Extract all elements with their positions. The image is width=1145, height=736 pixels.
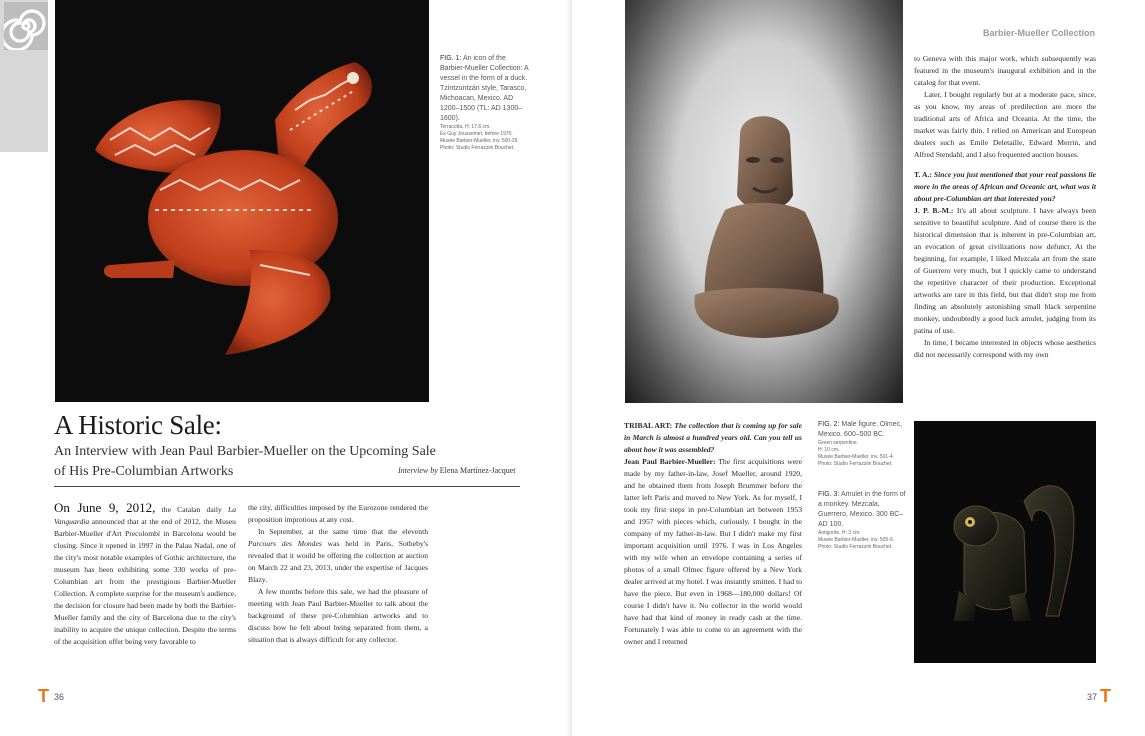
intro-lead: On June 9, 2012, [54, 500, 156, 515]
page-number-left: 36 [54, 692, 65, 702]
article-title: A Historic Sale: [54, 410, 222, 440]
q1-text: The collection that is coming up for sale in March is almost a hundred years old. Can you tell us about how it was assembled? [624, 421, 802, 454]
byline [398, 466, 516, 475]
col4-paragraph-2: Later, I bought regularly but at a moderate pace, since, as you know, my areas of predilection are more the traditional arts of Africa and Oceania. At the time, the market was fairly thin. I relied on American and European dealers such as Emile Deletaille, Edward Merrin, and Alfred Stendahl, and I also frequented auction houses. [914, 90, 1096, 159]
fig2-meta-1: Green serpentine. [818, 440, 859, 446]
col2-p2-b: was held in Paris, Sotheby's revealed that it would be offering the collection at auction on March 22 and 23, 2013, under the expertise of Jacques Blazy. [248, 539, 428, 584]
article-column-3 [624, 420, 802, 648]
byline-label: Interview by [398, 466, 438, 475]
figure-2-olmec-figure-photo [625, 0, 903, 403]
spiral-logo-icon [4, 2, 48, 50]
fig1-meta-4: Photo: Studio Ferrazzini Bouchet. [440, 145, 515, 151]
fig1-desc: An icon of the Barbier-Mueller Collection: A vessel in the form of a duck. Tzintzuntzán style, Tarasco, Michoacan, Mexico. AD 1200–1500 (TL: AD 1300–1600). [440, 55, 529, 122]
figure-1-caption [440, 54, 530, 152]
q2-label: T. A.: [914, 170, 932, 179]
fig3-label: FIG. 3: [818, 491, 840, 498]
fig3-meta-2: Musée Barbier-Mueller, inv. 505-9. [818, 537, 895, 543]
col2-p2-event: Parcours des Mondes [248, 539, 322, 548]
q1-label: TRIBAL ART: [624, 421, 673, 430]
intro-paragraph [54, 502, 236, 648]
footer-logo-left: T [38, 686, 49, 706]
byline-author: Elena Martínez-Jacquet [439, 466, 516, 475]
article-column-4 [914, 53, 1096, 361]
col3-answer-1 [624, 456, 802, 648]
fig1-meta-2: Ex Guy Joussemet, before 1970. [440, 131, 513, 137]
col4-question-2 [914, 169, 1096, 205]
article-column-1 [54, 502, 236, 648]
figure-3-caption [818, 490, 908, 551]
fig2-meta-3: Musée Barbier-Mueller, inv. 501-4. [818, 454, 895, 460]
footer-logo-right: T [1100, 686, 1111, 706]
fig3-meta-3: Photo: Studio Ferrazzini Bouchet. [818, 544, 893, 550]
col2-paragraph-3: A few months before this sale, we had the pleasure of meeting with Jean Paul Barbier-Mueller to talk about the background of these pre-Columbian artworks and to discuss how he felt about being separated from them, a situation that is always difficult for any collector. [248, 587, 428, 644]
col2-paragraph-2 [248, 526, 428, 586]
figure-3-monkey-amulet-photo [914, 421, 1096, 663]
figure-2-caption [818, 420, 908, 468]
fig1-label: FIG. 1: [440, 55, 462, 62]
col2-p2-a: In September, at the same time that the eleventh [258, 527, 428, 536]
figure-1-duck-vessel-photo [55, 0, 429, 402]
fig2-meta-2: H: 10 cm. [818, 447, 840, 453]
a1-text: The first acquisitions were made by my father-in-law, Josef Mueller, around 1920, and he obtained them from Joseph Brummer before the latter left Paris and moved to New York. As for myself, I took my first steps in pre-Columbian art between 1953 and 1957 with pieces which, curiously, I bought in the company of my father-in-law. But I didn't make my first important acquisition until 1976. I was in Los Angeles with my wife when an envelope containing a series of photos of a small Olmec figure offered by a New York dealer arrived at my hotel. I was instantly smitten. I had to have the piece. But even in 1968—180,000 dollars! Of course I didn't have it. No collector in the world would have had that kind of money in ready cash at the time. Fortunately I was able to come to an agreement with the owner and I returned [624, 457, 802, 646]
intro-text-a: the Catalan daily [161, 505, 222, 514]
a2-text: It's all about sculpture. I have always been sensitive to beautiful sculpture. And of course there is the historical dimension that is inherent in pre-Columbian art, an evocation of great civilizations now defunct. At the beginning, for example, I liked Mezcala art from the state of Guerrero very much, but I quickly came to understand the repetitive character of their production. Exceptional artworks are rare in this field, but that didn't stop me from finding an absolutely astonishing small black serpentine monkey, undoubtedly a good luck amulet, judging from its patina of use. [914, 206, 1096, 335]
a1-label: Jean Paul Barbier-Mueller: [624, 457, 716, 466]
running-head-right: Barbier-Mueller Collection [982, 28, 1095, 38]
fig2-desc: Male figure. Olmec, Mexico. 600–500 BC. [818, 421, 903, 438]
olmec-figure-illustration [625, 0, 903, 403]
title-rule [54, 486, 520, 487]
col3-question-1 [624, 420, 802, 456]
col2-paragraph-1: the city, difficulties imposed by the Eurozone rendered the proposition improtious at any cost. [248, 503, 428, 524]
fig1-meta-3: Musée Barbier-Mueller, inv. 500-29. [440, 138, 519, 144]
left-page [0, 0, 572, 736]
fig1-meta-1: Terracotta. H: 17.6 cm. [440, 124, 491, 130]
q2-text: Since you just mentioned that your real passions lie more in the areas of African and Oceanic art, what was it about pre-Columbian art that interested you? [914, 170, 1096, 203]
monkey-amulet-illustration [914, 421, 1096, 663]
right-page [572, 0, 1145, 736]
intro-newspaper: La Vanguardia [54, 505, 236, 526]
fig2-meta-4: Photo: Studio Ferrazzini Bouchet. [818, 461, 893, 467]
article-subtitle: An Interview with Jean Paul Barbier-Mueller on the Upcoming Sale of His Pre-Columbian Artworks [54, 444, 436, 479]
fig3-meta-1: Antigorite. H: 3 cm. [818, 530, 861, 536]
fig3-desc: Amulet in the form of a monkey. Mezcala, Guerrero, Mexico. 300 BC–AD 100. [818, 491, 906, 528]
duck-vessel-illustration [55, 0, 429, 402]
fig2-label: FIG. 2: [818, 421, 840, 428]
a2-label: J. P. B.-M.: [914, 206, 954, 215]
page-number-right: 37 [1087, 692, 1098, 702]
col4-paragraph-3: In time, I became interested in objects whose aesthetics did not necessarily correspond with my own [914, 338, 1096, 359]
intro-text-b: announced that at the end of 2012, the Museu Barbier-Mueller d'Art Precolombí in Barcelona would be closing. Since it opened in 1997 in the Palau Nadal, one of the city's most notable examples of Gothic architecture, the museum has been exhibiting some 330 works of pre-Columbian art from the prestigious Barbier-Mueller Collection. A complete surprise for the museum's audience, the decision for closure had been made by both the Barbier-Mueller family and the city of Barcelona due to the city's inability to acquire the unique collection. Despite the terms of the acquisition offer being very favorable to [54, 517, 236, 646]
col4-paragraph-1: to Geneva with this major work, which subsequently was featured in the museum's inaugural exhibition and in the catalog for that event. [914, 54, 1096, 87]
article-column-2 [248, 502, 428, 646]
col4-answer-2 [914, 205, 1096, 337]
